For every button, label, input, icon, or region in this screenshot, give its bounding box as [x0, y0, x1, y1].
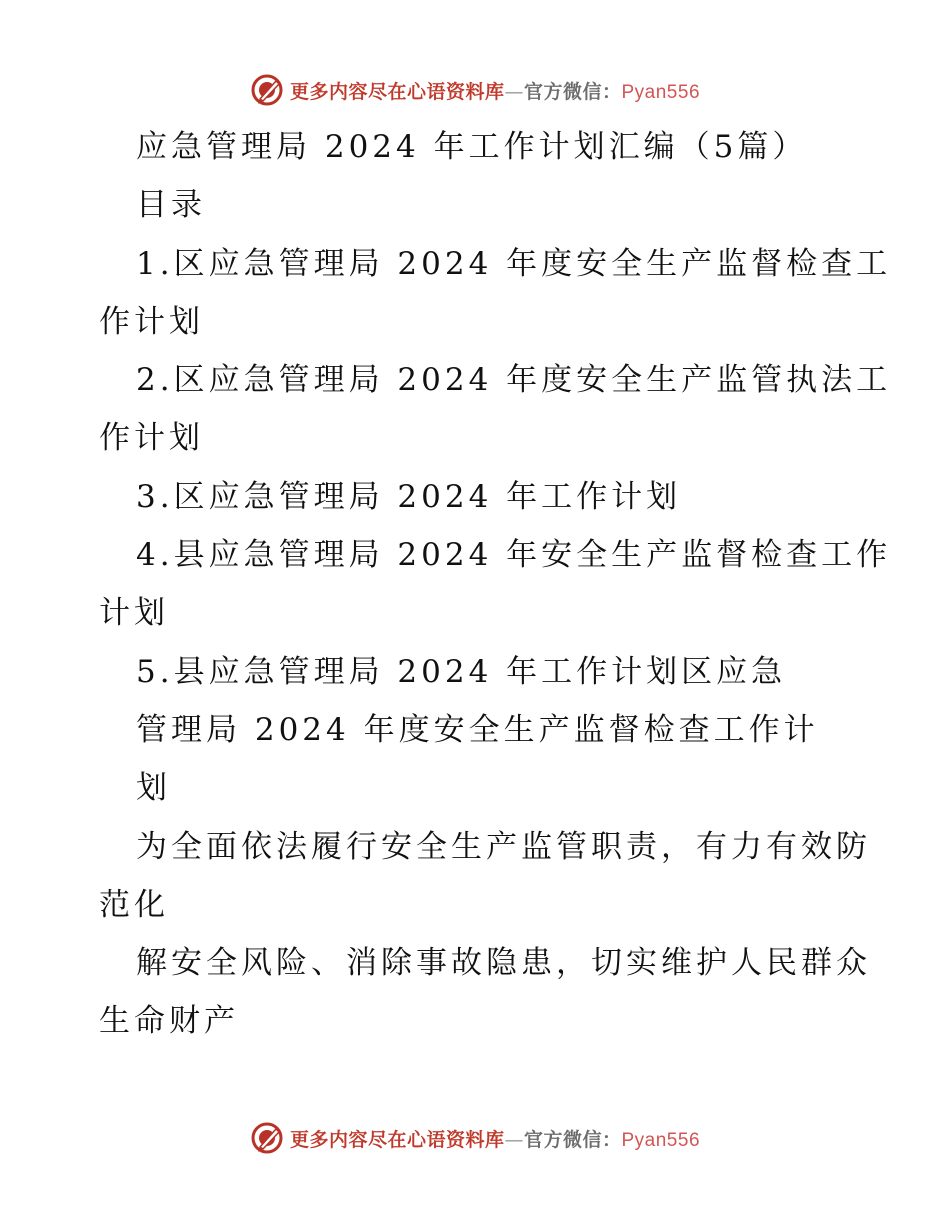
watermark-label: 官方微信：: [523, 1128, 622, 1151]
watermark-brand: 更多内容尽在心语资料库: [289, 80, 505, 103]
toc-item-2: 2.区应急管理局 2024 年度安全生产监管执法工: [136, 362, 892, 399]
watermark-brand: 更多内容尽在心语资料库: [289, 1128, 505, 1151]
toc-item-1-cont: 作计划: [99, 303, 204, 340]
body-paragraph-line: 为全面依法履行安全生产监管职责，有力有效防: [136, 828, 871, 865]
watermark-separator: —: [504, 1128, 524, 1151]
toc-item-4-cont: 计划: [99, 595, 169, 632]
toc-item-5: 5.县应急管理局 2024 年工作计划区应急: [136, 653, 787, 690]
section-title: 管理局 2024 年度安全生产监督检查工作计: [136, 711, 819, 748]
watermark-separator: —: [504, 80, 524, 103]
watermark-wechat-id: Pyan556: [621, 81, 701, 103]
section-title-cont: 划: [136, 770, 171, 807]
watermark-wechat-id: Pyan556: [621, 1129, 701, 1151]
footer-watermark: [0, 1118, 950, 1158]
document-title: 应急管理局 2024 年工作计划汇编（5篇）: [136, 129, 808, 165]
toc-item-4: 4.县应急管理局 2024 年安全生产监督检查工作: [136, 537, 892, 574]
watermark-label: 官方微信：: [523, 80, 622, 103]
document-body: [99, 118, 892, 1051]
toc-item-1: 1.区应急管理局 2024 年度安全生产监督检查工: [136, 245, 892, 282]
body-paragraph-line: 解安全风险、消除事故隐患，切实维护人民群众: [136, 945, 871, 982]
toc-item-2-cont: 作计划: [99, 420, 204, 457]
toc-item-3: 3.区应急管理局 2024 年工作计划: [136, 478, 682, 515]
header-watermark: [0, 70, 950, 110]
toc-heading: 目录: [136, 187, 206, 224]
pen-logo-icon: [250, 1121, 284, 1155]
pen-logo-icon: [250, 73, 284, 107]
body-paragraph-line: 范化: [99, 886, 169, 923]
body-paragraph-line: 生命财产: [99, 1003, 239, 1040]
